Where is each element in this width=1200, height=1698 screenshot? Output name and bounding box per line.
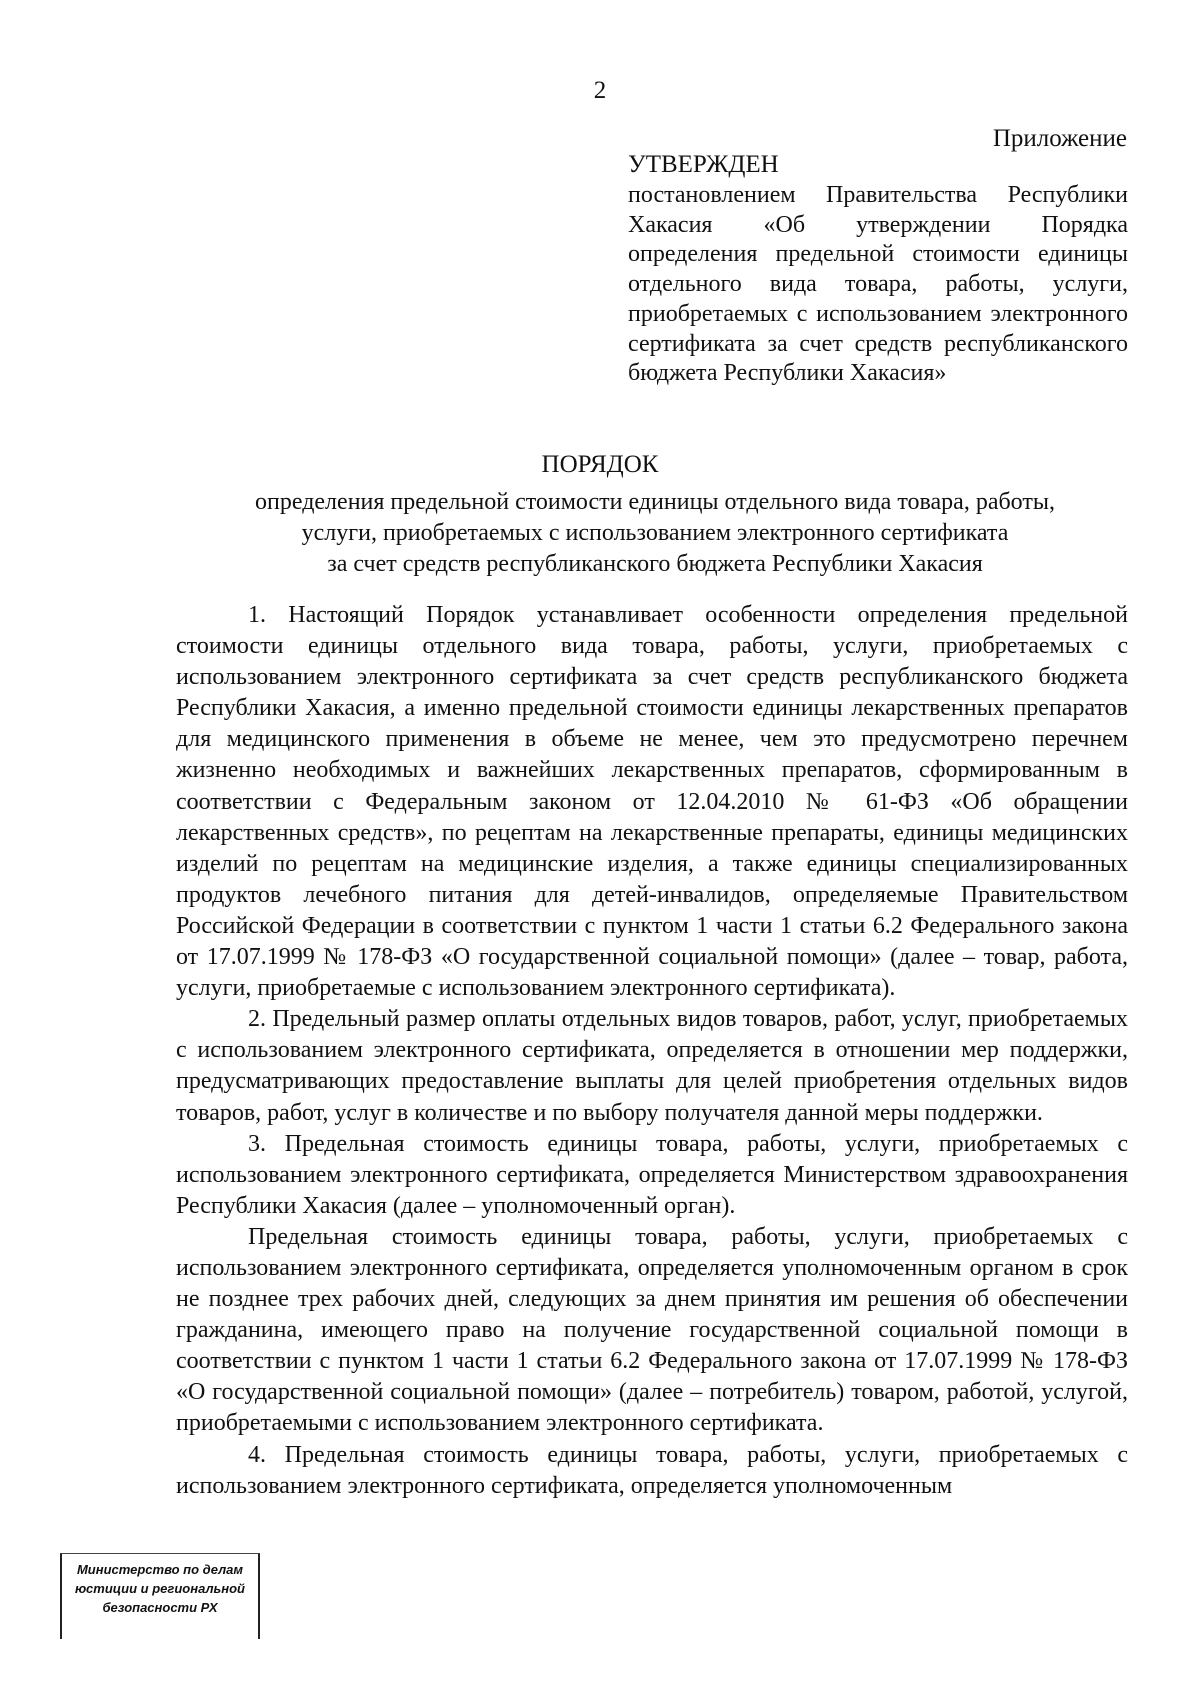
approval-text: постановлением Правительства Республики Хакасия «Об утверждении Порядка определения предельной стоимости единицы отдельного вида товара, работы, услуги, приобретаемых с использованием электронного сертификата за счет средств республиканского бюджета Республики Хакасия» xyxy=(628,182,1128,387)
paragraph-2: 2. Предельный размер оплаты отдельных видов товаров, работ, услуг, приобретаемых с использованием электронного сертификата, определяется в отношении мер поддержки, предусматривающих предоставление выплаты для целей приобретения отдельных видов товаров, работ, услуг в количестве и по выбору получателя данной меры поддержки. xyxy=(176,1006,1128,1126)
approval-title: УТВЕРЖДЕН xyxy=(628,151,779,178)
stamp-line: Министерство по делам xyxy=(76,1562,244,1577)
document-body xyxy=(176,600,1128,1502)
approval-block xyxy=(628,150,1128,389)
document-subtitle xyxy=(205,487,1105,580)
subtitle-line: за счет средств республиканского бюджета Республики Хакасия xyxy=(327,551,983,577)
subtitle-line: определения предельной стоимости единицы отдельного вида товара, работы, xyxy=(255,489,1055,515)
paragraph-3: 3. Предельная стоимость единицы товара, работы, услуги, приобретаемых с использованием электронного сертификата, определяется Министерством здравоохранения Республики Хакасия (далее – уполномоченный орган). xyxy=(176,1130,1128,1219)
ministry-stamp xyxy=(60,1553,260,1639)
document-title: ПОРЯДОК xyxy=(541,451,659,478)
stamp-line: безопасности РХ xyxy=(102,1600,218,1615)
appendix-label: Приложение xyxy=(992,125,1127,152)
paragraph-3-continued: Предельная стоимость единицы товара, работы, услуги, приобретаемых с использованием электронного сертификата, определяется уполномоченным органом в срок не позднее трех рабочих дней, следующих за днем принятия им решения об обеспечении гражданина, имеющего право на получение государственной социальной помощи в соответствии с пунктом 1 части 1 статьи 6.2 Федерального закона от 17.07.1999 № 178-ФЗ «О государственной социальной помощи» (далее – потребитель) товаром, работой, услугой, приобретаемыми с использованием электронного сертификата. xyxy=(176,1223,1128,1437)
paragraph-1: 1. Настоящий Порядок устанавливает особенности определения предельной стоимости единицы отдельного вида товара, работы, услуги, приобретаемых с использованием электронного сертификата за счет средств республиканского бюджета Республики Хакасия, а именно предельной стоимости единицы лекарственных препаратов для медицинского применения в объеме не менее, чем это предусмотрено перечнем жизненно необходимых и важнейших лекарственных препаратов, сформированным в соответствии с Федеральным законом от 12.04.2010 № 61-ФЗ «Об обращении лекарственных средств», по рецептам на лекарственные препараты, единицы медицинских изделий по рецептам на медицинские изделия, а также единицы специализированных продуктов лечебного питания для детей-инвалидов, определяемые Правительством Российской Федерации в соответствии с пунктом 1 части 1 статьи 6.2 Федерального закона от 17.07.1999 № 178-ФЗ «О государственной социальной помощи» (далее – товар, работа, услуги, приобретаемые с использованием электронного сертификата). xyxy=(176,602,1128,1002)
page-number: 2 xyxy=(593,77,607,104)
stamp-line: юстиции и региональной xyxy=(74,1581,245,1596)
subtitle-line: услуги, приобретаемых с использованием электронного сертификата xyxy=(301,520,1009,546)
paragraph-4: 4. Предельная стоимость единицы товара, работы, услуги, приобретаемых с использованием электронного сертификата, определяется уполномоченным xyxy=(176,1441,1128,1499)
